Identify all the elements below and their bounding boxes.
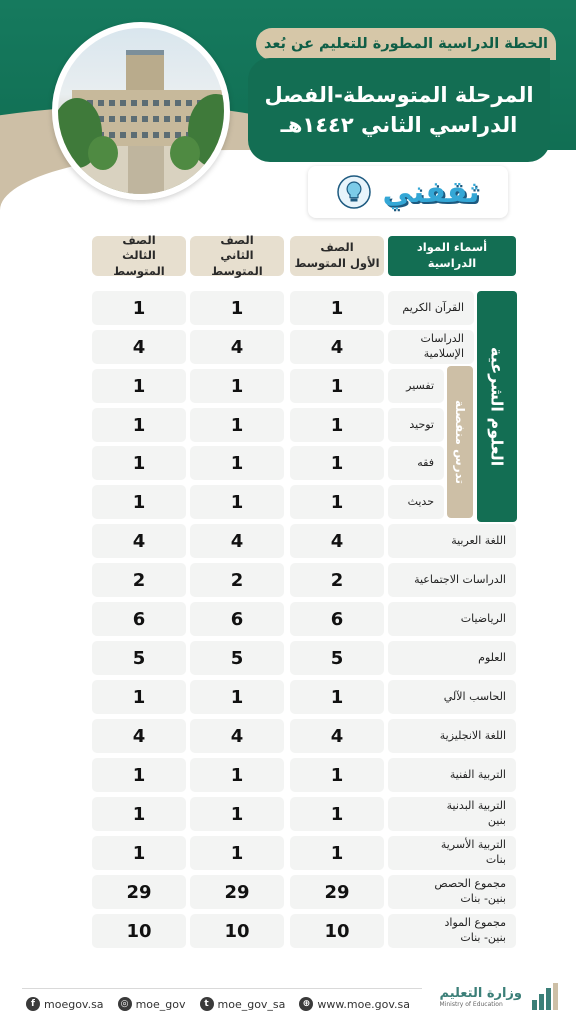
hours-cell-g3: 29 bbox=[92, 875, 186, 909]
plan-subtitle bbox=[256, 28, 556, 60]
hours-cell-g2: 10 bbox=[190, 914, 284, 948]
hours-cell-g2: 2 bbox=[190, 563, 284, 597]
website-link[interactable] bbox=[299, 997, 410, 1011]
hours-cell-g1: 10 bbox=[290, 914, 384, 948]
hours-cell-g3: 2 bbox=[92, 563, 186, 597]
hours-cell-g3: 6 bbox=[92, 602, 186, 636]
instagram-link[interactable] bbox=[118, 997, 186, 1011]
hours-cell-g2: 1 bbox=[190, 680, 284, 714]
subject-name: حديث bbox=[388, 485, 444, 519]
ministry-emblem-icon bbox=[528, 980, 562, 1014]
subject-name: الدراسات الاجتماعية bbox=[388, 563, 516, 597]
hours-cell-g2: 5 bbox=[190, 641, 284, 675]
building-photo bbox=[52, 22, 230, 200]
logo-text: ثقفني bbox=[382, 174, 480, 210]
hours-cell-g2: 4 bbox=[190, 719, 284, 753]
ministry-name-english: Ministry of Education bbox=[439, 1001, 503, 1008]
column-header-grade1 bbox=[290, 236, 384, 276]
subject-name: مجموع المواد بنين- بنات bbox=[388, 914, 516, 948]
separate-study-label bbox=[447, 366, 473, 518]
subject-name: التربية الأسرية بنات bbox=[388, 836, 516, 870]
lightbulb-icon bbox=[336, 174, 372, 210]
hours-cell-g1: 1 bbox=[290, 836, 384, 870]
hours-cell-g2: 4 bbox=[190, 330, 284, 364]
ministry-name-arabic: وزارة التعليم bbox=[439, 986, 522, 1001]
subject-name: فقه bbox=[388, 446, 444, 480]
hours-cell-g1: 4 bbox=[290, 719, 384, 753]
hours-cell-g3: 4 bbox=[92, 719, 186, 753]
title-line-1: المرحلة المتوسطة-الفصل bbox=[264, 82, 534, 107]
plan-subtitle-text: الخطة الدراسية المطورة للتعليم عن بُعد bbox=[264, 36, 548, 52]
hours-cell-g3: 1 bbox=[92, 836, 186, 870]
hours-cell-g3: 5 bbox=[92, 641, 186, 675]
column-header-grade1-text: الصف الأول المتوسط bbox=[294, 240, 380, 270]
subject-name: الحاسب الآلي bbox=[388, 680, 516, 714]
column-header-subjects bbox=[388, 236, 516, 276]
instagram-icon: ◎ bbox=[118, 997, 132, 1011]
subject-name: العلوم bbox=[388, 641, 516, 675]
hours-cell-g3: 1 bbox=[92, 446, 186, 480]
hours-cell-g1: 4 bbox=[290, 330, 384, 364]
hours-cell-g1: 6 bbox=[290, 602, 384, 636]
subject-name: اللغة العربية bbox=[388, 524, 516, 558]
footer-social-links bbox=[26, 991, 426, 1017]
hours-cell-g1: 1 bbox=[290, 408, 384, 442]
twitter-icon: t bbox=[200, 997, 214, 1011]
column-header-grade3-text: الصف الثالث المتوسط bbox=[113, 232, 165, 278]
twitter-link[interactable] bbox=[200, 997, 286, 1011]
hours-cell-g1: 29 bbox=[290, 875, 384, 909]
hours-cell-g1: 1 bbox=[290, 291, 384, 325]
hours-cell-g2: 4 bbox=[190, 524, 284, 558]
subject-name: الدراسات الإسلامية bbox=[388, 330, 474, 364]
hours-cell-g2: 29 bbox=[190, 875, 284, 909]
shrub bbox=[88, 136, 118, 170]
hours-cell-g2: 6 bbox=[190, 602, 284, 636]
hours-cell-g2: 1 bbox=[190, 291, 284, 325]
hours-cell-g1: 4 bbox=[290, 524, 384, 558]
building-path bbox=[128, 146, 164, 194]
column-header-subjects-text: أسماء المواد الدراسية bbox=[416, 240, 488, 270]
subject-name: التربية البدنية بنين bbox=[388, 797, 516, 831]
subject-name: الرياضيات bbox=[388, 602, 516, 636]
page-title bbox=[248, 58, 550, 162]
sharia-group-label bbox=[477, 291, 517, 522]
hours-cell-g3: 1 bbox=[92, 758, 186, 792]
hours-cell-g1: 5 bbox=[290, 641, 384, 675]
subject-name: التربية الفنية bbox=[388, 758, 516, 792]
facebook-handle: moegov.sa bbox=[44, 997, 104, 1011]
hours-cell-g2: 1 bbox=[190, 836, 284, 870]
hours-cell-g3: 4 bbox=[92, 524, 186, 558]
column-header-grade3 bbox=[92, 232, 186, 278]
hours-cell-g2: 1 bbox=[190, 369, 284, 403]
ministry-logo bbox=[432, 976, 562, 1018]
hours-cell-g3: 1 bbox=[92, 680, 186, 714]
hours-cell-g3: 1 bbox=[92, 408, 186, 442]
hours-cell-g3: 1 bbox=[92, 797, 186, 831]
thaqafni-logo bbox=[308, 166, 508, 218]
instagram-handle: moe_gov bbox=[135, 997, 186, 1011]
hours-cell-g2: 1 bbox=[190, 797, 284, 831]
hours-cell-g1: 1 bbox=[290, 758, 384, 792]
hours-cell-g2: 1 bbox=[190, 446, 284, 480]
column-header-grade2 bbox=[190, 232, 284, 278]
hours-cell-g1: 1 bbox=[290, 680, 384, 714]
title-line-2: الدراسي الثاني ١٤٤٢هـ bbox=[280, 113, 518, 137]
hours-cell-g1: 1 bbox=[290, 485, 384, 519]
hours-cell-g1: 1 bbox=[290, 446, 384, 480]
separate-study-label-text: تدرس منفصلة bbox=[453, 399, 467, 485]
hours-cell-g2: 1 bbox=[190, 485, 284, 519]
sharia-group-label-text: العلوم الشرعية bbox=[487, 346, 507, 467]
hours-cell-g1: 1 bbox=[290, 797, 384, 831]
facebook-link[interactable] bbox=[26, 997, 104, 1011]
subject-name: تفسير bbox=[388, 369, 444, 403]
shrub bbox=[170, 136, 200, 170]
globe-icon: ⊕ bbox=[299, 997, 313, 1011]
twitter-handle: moe_gov_sa bbox=[217, 997, 286, 1011]
hours-cell-g3: 1 bbox=[92, 485, 186, 519]
facebook-icon: f bbox=[26, 997, 40, 1011]
hours-cell-g1: 1 bbox=[290, 369, 384, 403]
hours-cell-g3: 1 bbox=[92, 291, 186, 325]
hours-cell-g3: 4 bbox=[92, 330, 186, 364]
footer-divider bbox=[22, 988, 422, 989]
subject-name: القرآن الكريم bbox=[388, 291, 474, 325]
website-url: www.moe.gov.sa bbox=[317, 997, 410, 1011]
subject-name: اللغة الانجليزية bbox=[388, 719, 516, 753]
hours-cell-g3: 10 bbox=[92, 914, 186, 948]
hours-cell-g1: 2 bbox=[290, 563, 384, 597]
hours-cell-g2: 1 bbox=[190, 758, 284, 792]
column-header-grade2-text: الصف الثاني المتوسط bbox=[211, 232, 263, 278]
hours-cell-g3: 1 bbox=[92, 369, 186, 403]
hours-cell-g2: 1 bbox=[190, 408, 284, 442]
subject-name: مجموع الحصص بنين- بنات bbox=[388, 875, 516, 909]
subject-name: توحيد bbox=[388, 408, 444, 442]
